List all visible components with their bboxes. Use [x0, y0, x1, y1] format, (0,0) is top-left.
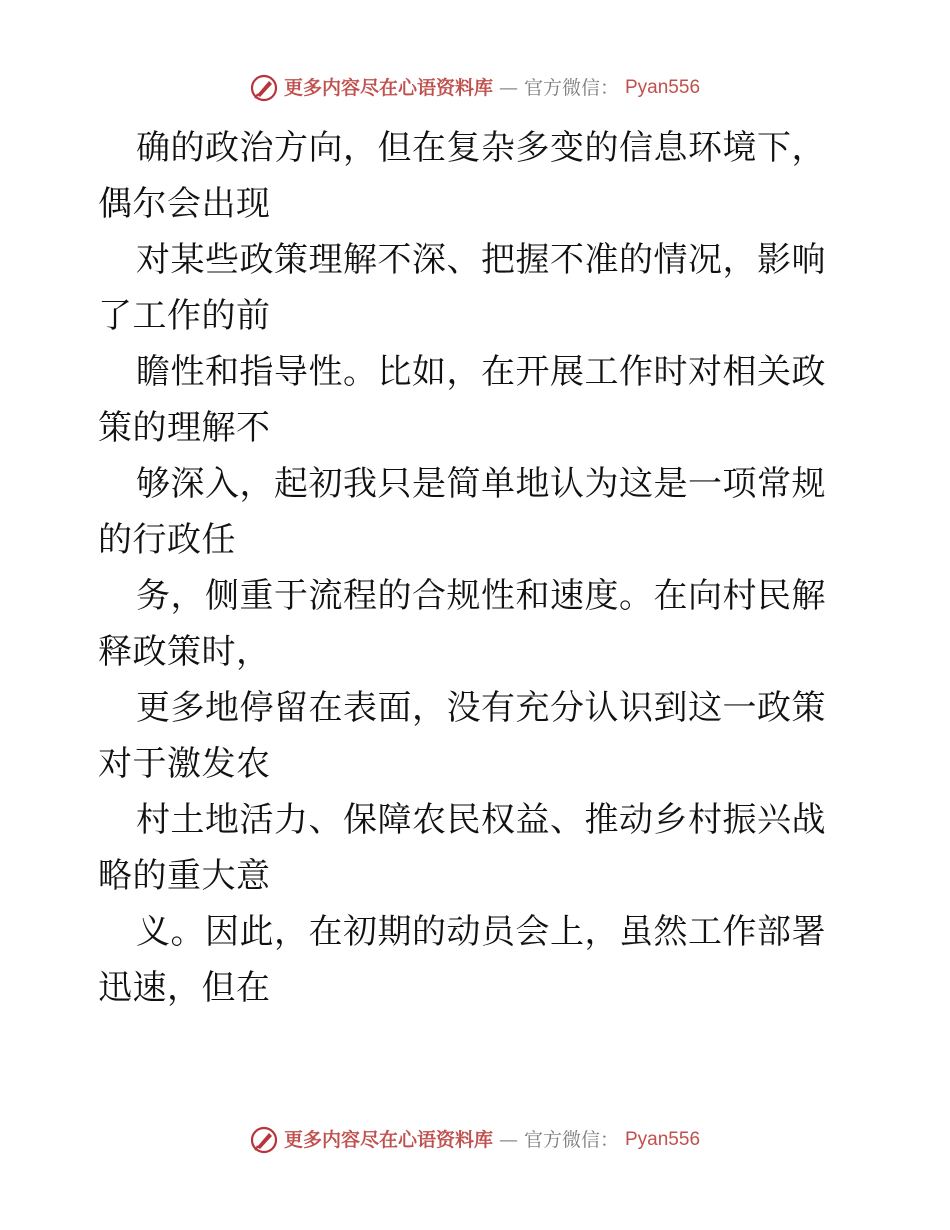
- watermark-wechat-label: 官方微信：: [523, 1129, 619, 1151]
- watermark-separator: —: [498, 77, 518, 99]
- watermark-wechat-label: 官方微信：: [523, 77, 619, 99]
- watermark-wechat-id: Pyan556: [625, 77, 701, 98]
- watermark-site-text: 更多内容尽在心语资料库: [283, 1129, 493, 1151]
- document-body: [98, 120, 858, 1016]
- paragraph: 更多地停留在表面，没有充分认识到这一政策对于激发农: [98, 688, 826, 784]
- paragraph: 够深入，起初我只是简单地认为这是一项常规的行政任: [98, 464, 826, 560]
- footer-watermark: [0, 1126, 950, 1154]
- quill-pen-logo-icon: [250, 74, 278, 102]
- paragraph: 瞻性和指导性。比如，在开展工作时对相关政策的理解不: [98, 352, 826, 448]
- paragraph: 义。因此，在初期的动员会上，虽然工作部署迅速，但在: [98, 912, 826, 1008]
- quill-pen-logo-icon: [250, 1126, 278, 1154]
- paragraph: 村土地活力、保障农民权益、推动乡村振兴战略的重大意: [98, 800, 826, 896]
- watermark-wechat-id: Pyan556: [625, 1129, 701, 1150]
- paragraph: 务，侧重于流程的合规性和速度。在向村民解释政策时，: [98, 576, 826, 672]
- header-watermark: [0, 74, 950, 102]
- watermark-site-text: 更多内容尽在心语资料库: [283, 77, 493, 99]
- paragraph: 对某些政策理解不深、把握不准的情况，影响了工作的前: [98, 240, 826, 336]
- watermark-separator: —: [498, 1129, 518, 1151]
- paragraph: 确的政治方向，但在复杂多变的信息环境下，偶尔会出现: [98, 128, 826, 224]
